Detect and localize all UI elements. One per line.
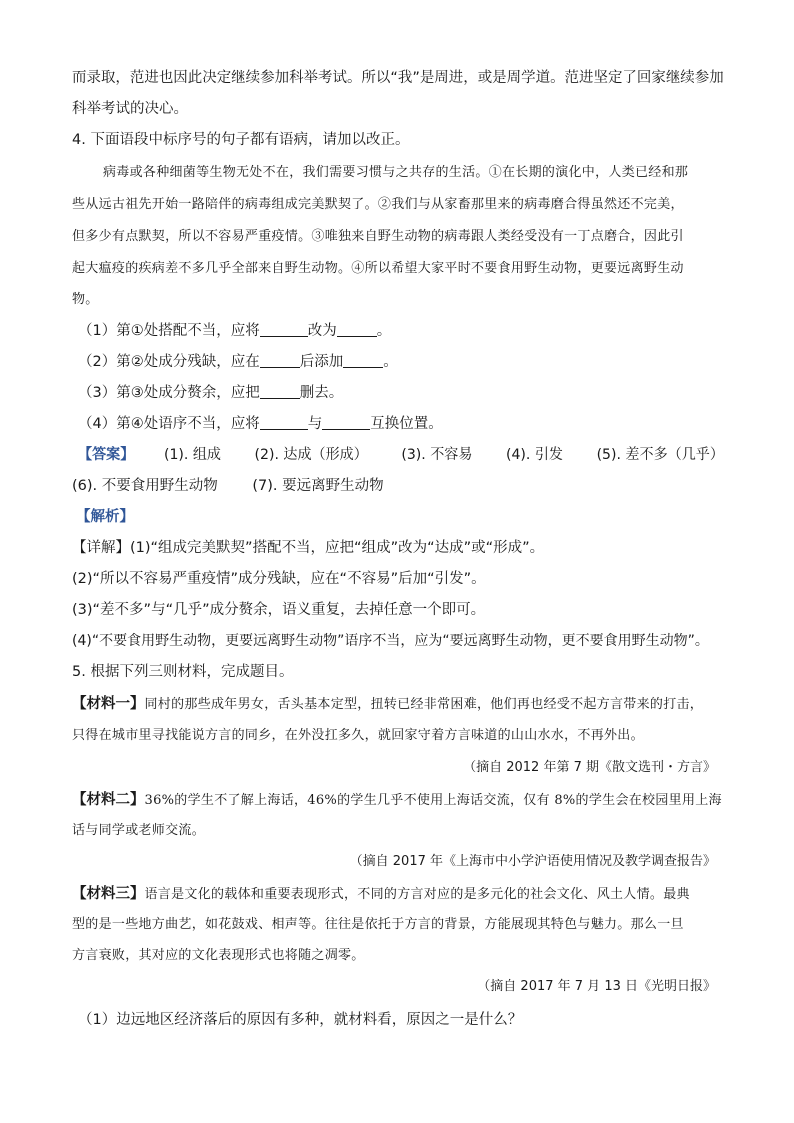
passage-line: 些从远古祖先开始一路陪伴的病毒组成完美默契了。②我们与从家畜那里来的病毒磨合得虽然还不完美， [72,197,684,212]
material-3-line: 方言衰败，其对应的文化表现形式也将随之凋零。 [72,948,365,963]
material-3-line: 【材料三】语言是文化的载体和重要表现形式，不同的方言对应的是多元化的社会文化、风土人情。最典 [72,886,690,902]
answer-blank[interactable] [322,415,370,430]
detail-label: 【详解】 [72,540,130,556]
answer-blank[interactable] [260,384,300,399]
material-1-line: 只得在城市里寻找能说方言的同乡，在外没扛多久，就回家守着方言味道的山山水水，不再外出。 [72,728,644,743]
sub-question-1: （1）第①处搭配不当，应将 改为 。 [78,323,392,339]
sub-question-3: （3）第③处成分赘余，应把 删去。 [78,385,344,401]
answer-item: (5). 差不多（几乎） [596,447,724,463]
material-1-line: 【材料一】同村的那些成年男女，舌头基本定型，扭转已经非常困难，他们再也经受不起方言带来的打击， [72,696,704,712]
material-2-line: 【材料二】36%的学生不了解上海话，46%的学生几乎不使用上海话交流，仅有 8%的学生会在校园里用上海 [72,792,722,808]
passage-line: 但多少有点默契，所以不容易严重疫情。③唯独来自野生动物的病毒跟人类经受没有一丁点磨合，因此引 [72,229,684,244]
sub-question-2: （2）第②处成分残缺，应在 后添加 。 [78,354,398,370]
material-2-line: 话与同学或老师交流。 [72,823,206,838]
answer-item: (7). 要远离野生动物 [252,478,384,494]
sub-question: （1）边远地区经济落后的原因有多种，就材料看，原因之一是什么？ [78,1012,523,1028]
passage-line: 物。 [72,292,99,307]
detail-line: (3)“差不多”与“几乎”成分赘余，语义重复，去掉任意一个即可。 [72,602,486,618]
answer-blank[interactable] [337,322,377,337]
passage-line: 起大瘟疫的疾病差不多几乎全部来自野生动物。④所以希望大家平时不要食用野生动物，更要远离野生动 [72,261,684,276]
paragraph-line: 而录取，范进也因此决定继续参加科举考试。所以“我”是周进，或是周学道。范进坚定了回家继续参加 [72,70,724,86]
answer-row-2 [72,476,384,496]
answer-blank[interactable] [260,322,308,337]
answer-item: (1). 组成 [163,447,221,463]
answer-row [78,445,724,465]
detail-line: 【详解】(1)“组成完美默契”搭配不当，应把“组成”改为“达成”或“形成”。 [72,540,545,556]
detail-line: (4)“不要食用野生动物，更要远离野生动物”语序不当，应为“要远离野生动物，更不要食用野生动物”。 [72,633,709,649]
analysis-label: 【解析】 [76,509,134,525]
material-2-label: 【材料二】 [72,792,145,808]
answer-item: (2). 达成（形成） [254,447,368,463]
paragraph-line: 科举考试的决心。 [72,101,188,117]
material-3-label: 【材料三】 [72,886,145,902]
question-4-title: 4. 下面语段中标序号的句子都有语病，请加以改正。 [72,132,410,148]
answer-blank[interactable] [260,415,308,430]
question-5-title: 5. 根据下列三则材料，完成题目。 [72,664,294,680]
material-1-source: （摘自 2012 年第 7 期《散文选刊・方言》 [463,760,716,775]
material-3-source: （摘自 2017 年 7 月 13 日《光明日报》 [477,979,716,994]
material-3-line: 型的是一些地方曲艺，如花鼓戏、相声等。往往是依托于方言的背景，方能展现其特色与魅力。那么一旦 [72,917,684,932]
answer-item: (6). 不要食用野生动物 [72,478,218,494]
answer-blank[interactable] [260,353,300,368]
answer-blank[interactable] [343,353,383,368]
detail-line: (2)“所以不容易严重疫情”成分残缺，应在“不容易”后加“引发”。 [72,571,486,587]
material-2-source: （摘自 2017 年《上海市中小学沪语使用情况及教学调查报告》 [349,854,716,869]
answer-label: 【答案】 [78,447,135,463]
sub-question-4: （4）第④处语序不当，应将 与 互换位置。 [78,416,443,432]
material-1-label: 【材料一】 [72,696,145,712]
passage-line: 病毒或各种细菌等生物无处不在，我们需要习惯与之共存的生活。①在长期的演化中，人类已经和那 [103,165,689,180]
answer-item: (3). 不容易 [401,447,473,463]
answer-item: (4). 引发 [505,447,563,463]
